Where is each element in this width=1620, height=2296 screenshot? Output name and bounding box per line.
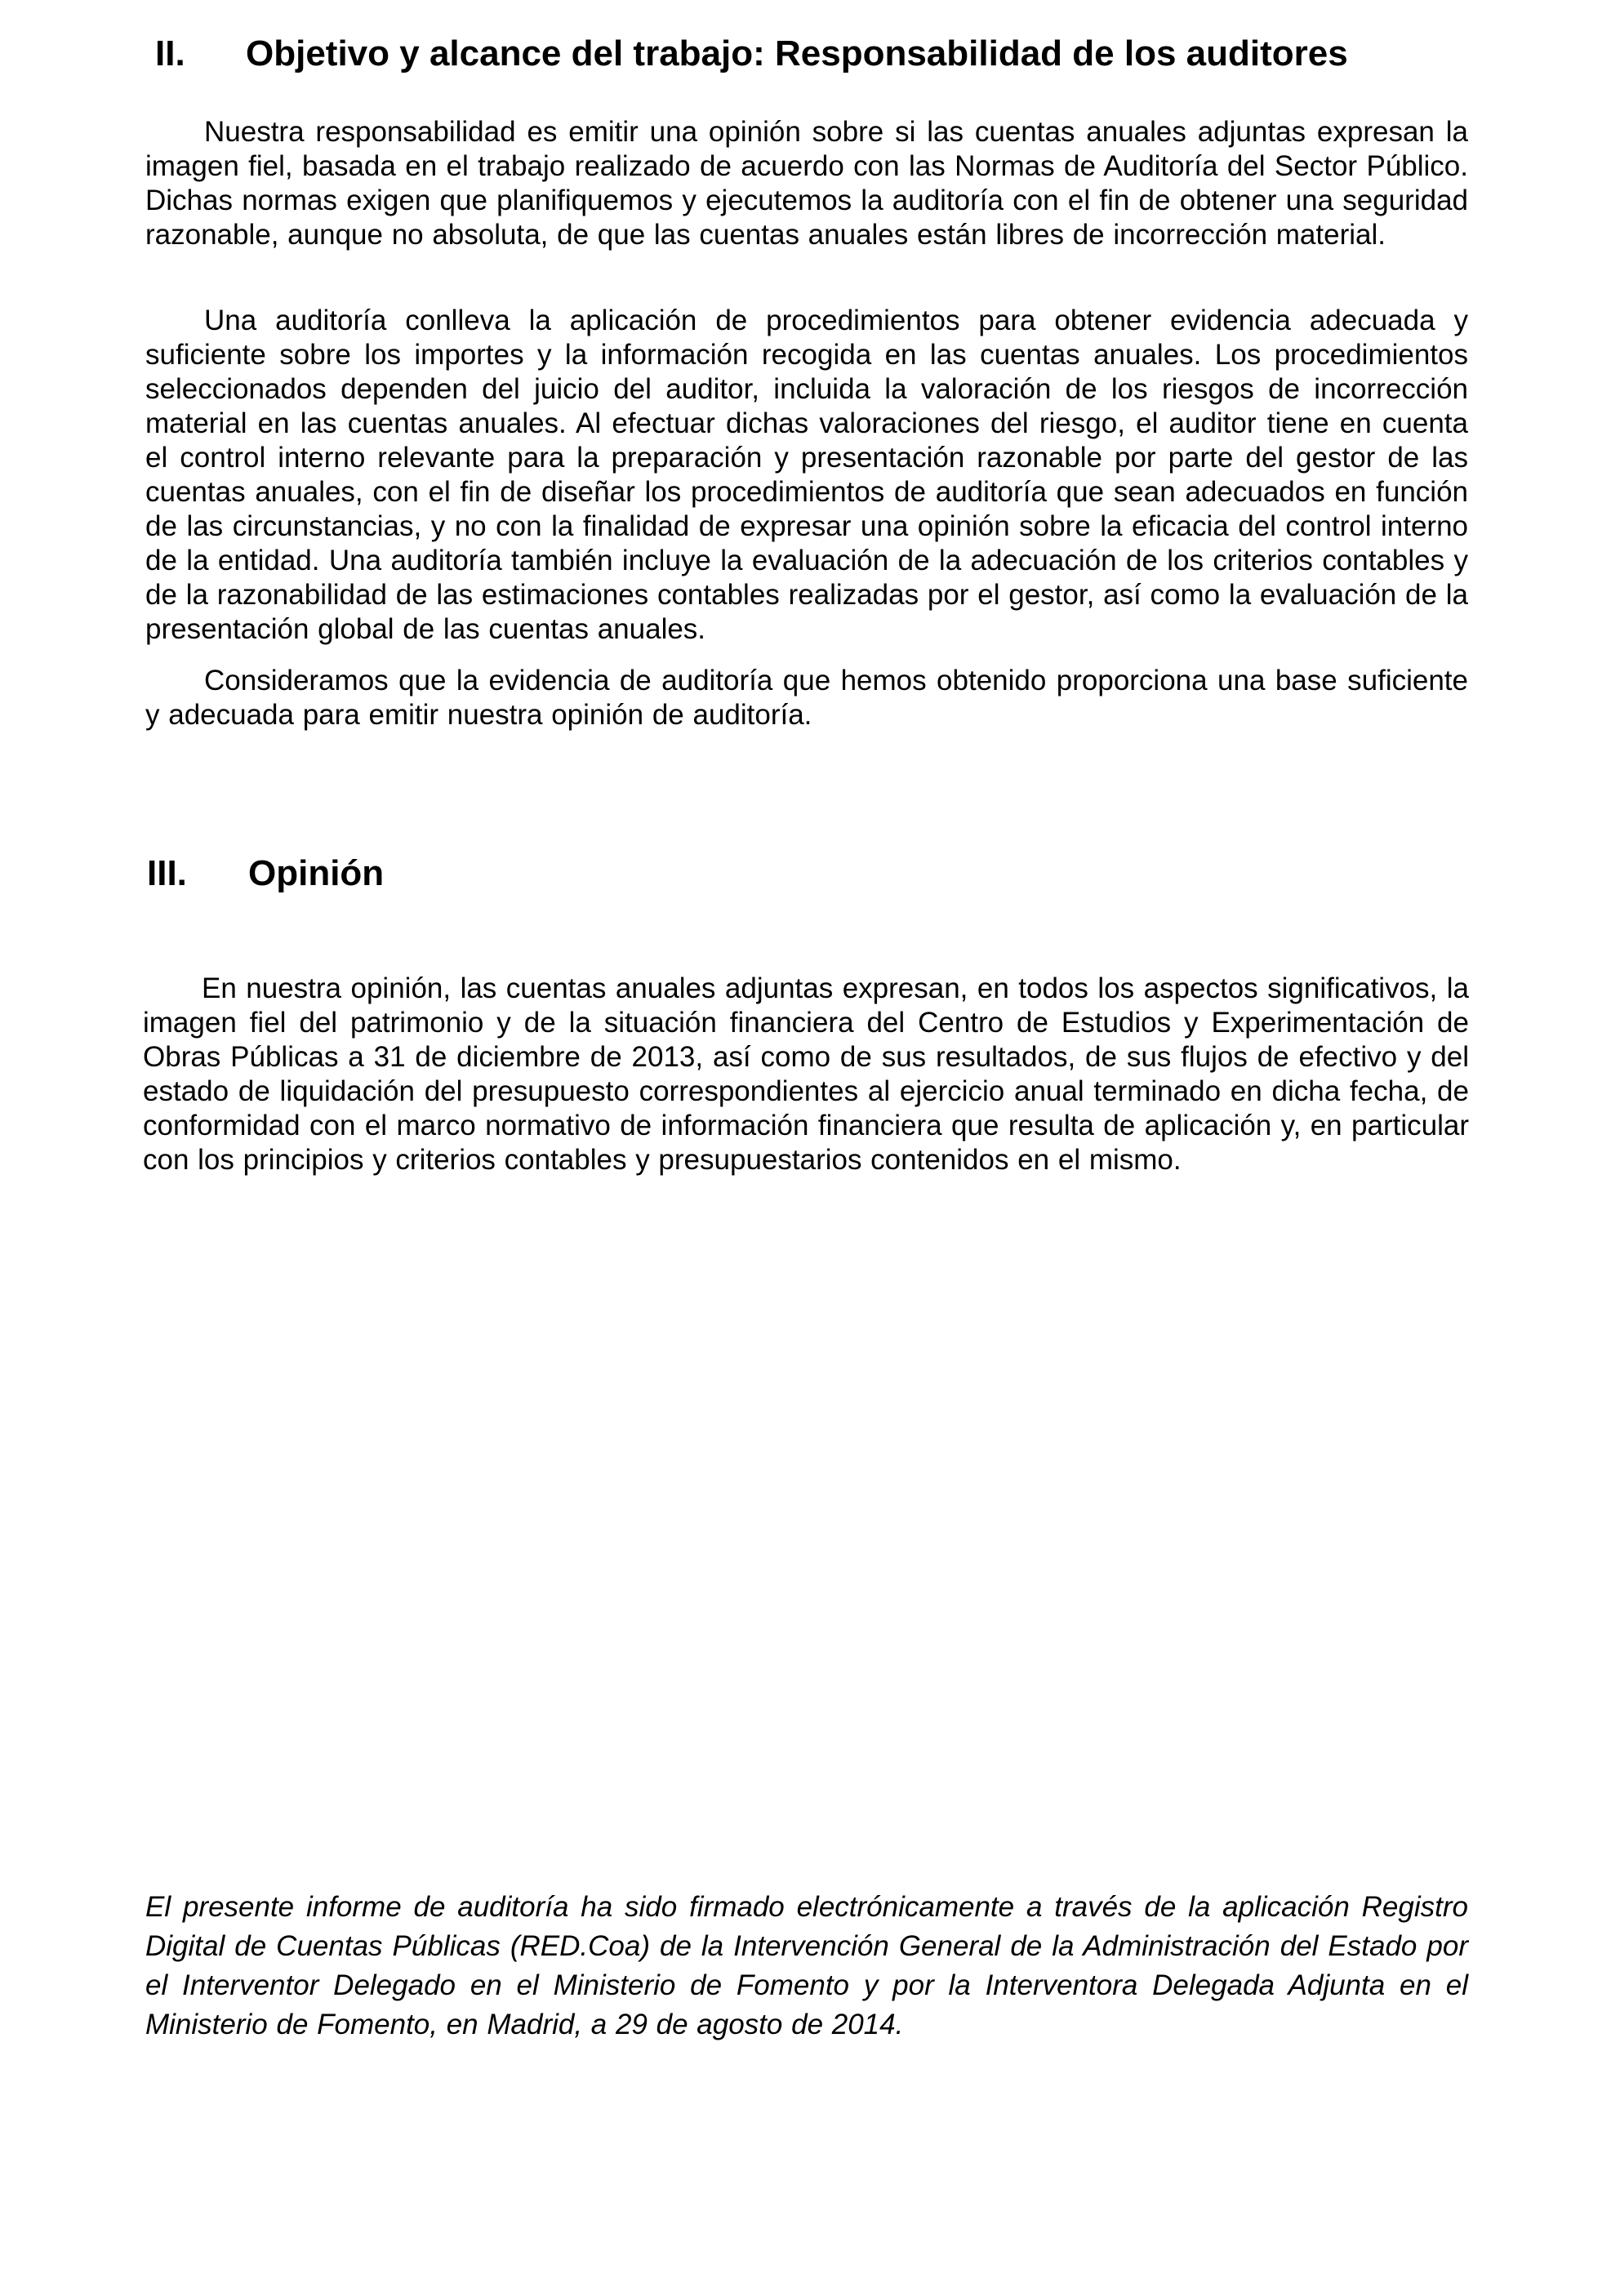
paragraph-opinion: En nuestra opinión, las cuentas anuales adjuntas expresan, en todos los aspectos significativos, la imagen fiel del patrimonio y de la situación financiera del Centro de Estudios y Experimentación de Obras Públicas a 31 de diciembre de 2013, así como de sus resultados, de sus flujos de efectivo y del estado de liquidación del presupuesto correspondientes al ejercicio anual terminado en dicha fecha, de conformidad con el marco normativo de información financiera que resulta de aplicación y, en particular con los principios y criterios contables y presupuestarios contenidos en el mismo. xyxy=(143,972,1469,1176)
section-title: Objetivo y alcance del trabajo: Responsabilidad de los auditores xyxy=(246,33,1348,73)
signature-note: El presente informe de auditoría ha sido firmado electrónicamente a través de la aplicación Registro Digital de Cuentas Públicas (RED.Coa) de la Intervención General de la Administración del Estado por el Interventor Delegado en el Ministerio de Fomento y por la Interventora Delegada Adjunta en el Ministerio de Fomento, en Madrid, a 29 de agosto de 2014. xyxy=(145,1891,1468,2040)
section-title: Opinión xyxy=(248,853,385,893)
paragraph-responsibility: Nuestra responsabilidad es emitir una opinión sobre si las cuentas anuales adjuntas expresan la imagen fiel, basada en el trabajo realizado de acuerdo con las Normas de Auditoría del Sector Público. Dichas normas exigen que planifiquemos y ejecutemos la auditoría con el fin de obtener una seguridad razonable, aunque no absoluta, de que las cuentas anuales están libres de incorrección material. xyxy=(145,116,1468,251)
section-number: III. xyxy=(147,853,187,893)
paragraph-procedures: Una auditoría conlleva la aplicación de procedimientos para obtener evidencia adecuada y suficiente sobre los importes y la información recogida en las cuentas anuales. Los procedimientos seleccionados dependen del juicio del auditor, incluida la valoración de los riesgos de incorrección material en las cuentas anuales. Al efectuar dichas valoraciones del riesgo, el auditor tiene en cuenta el control interno relevante para la preparación y presentación razonable por parte del gestor de las cuentas anuales, con el fin de diseñar los procedimientos de auditoría que sean adecuados en función de las circunstancias, y no con la finalidad de expresar una opinión sobre la eficacia del control interno de la entidad. Una auditoría también incluye la evaluación de la adecuación de los criterios contables y de la razonabilidad de las estimaciones contables realizadas por el gestor, así como la evaluación de la presentación global de las cuentas anuales. xyxy=(145,305,1468,645)
section-heading-scope xyxy=(155,33,1348,75)
section-number: II. xyxy=(155,33,185,73)
paragraph-evidence: Consideramos que la evidencia de auditoría que hemos obtenido proporciona una base suficiente y adecuada para emitir nuestra opinión de auditoría. xyxy=(145,665,1468,731)
section-heading-opinion xyxy=(147,852,385,895)
